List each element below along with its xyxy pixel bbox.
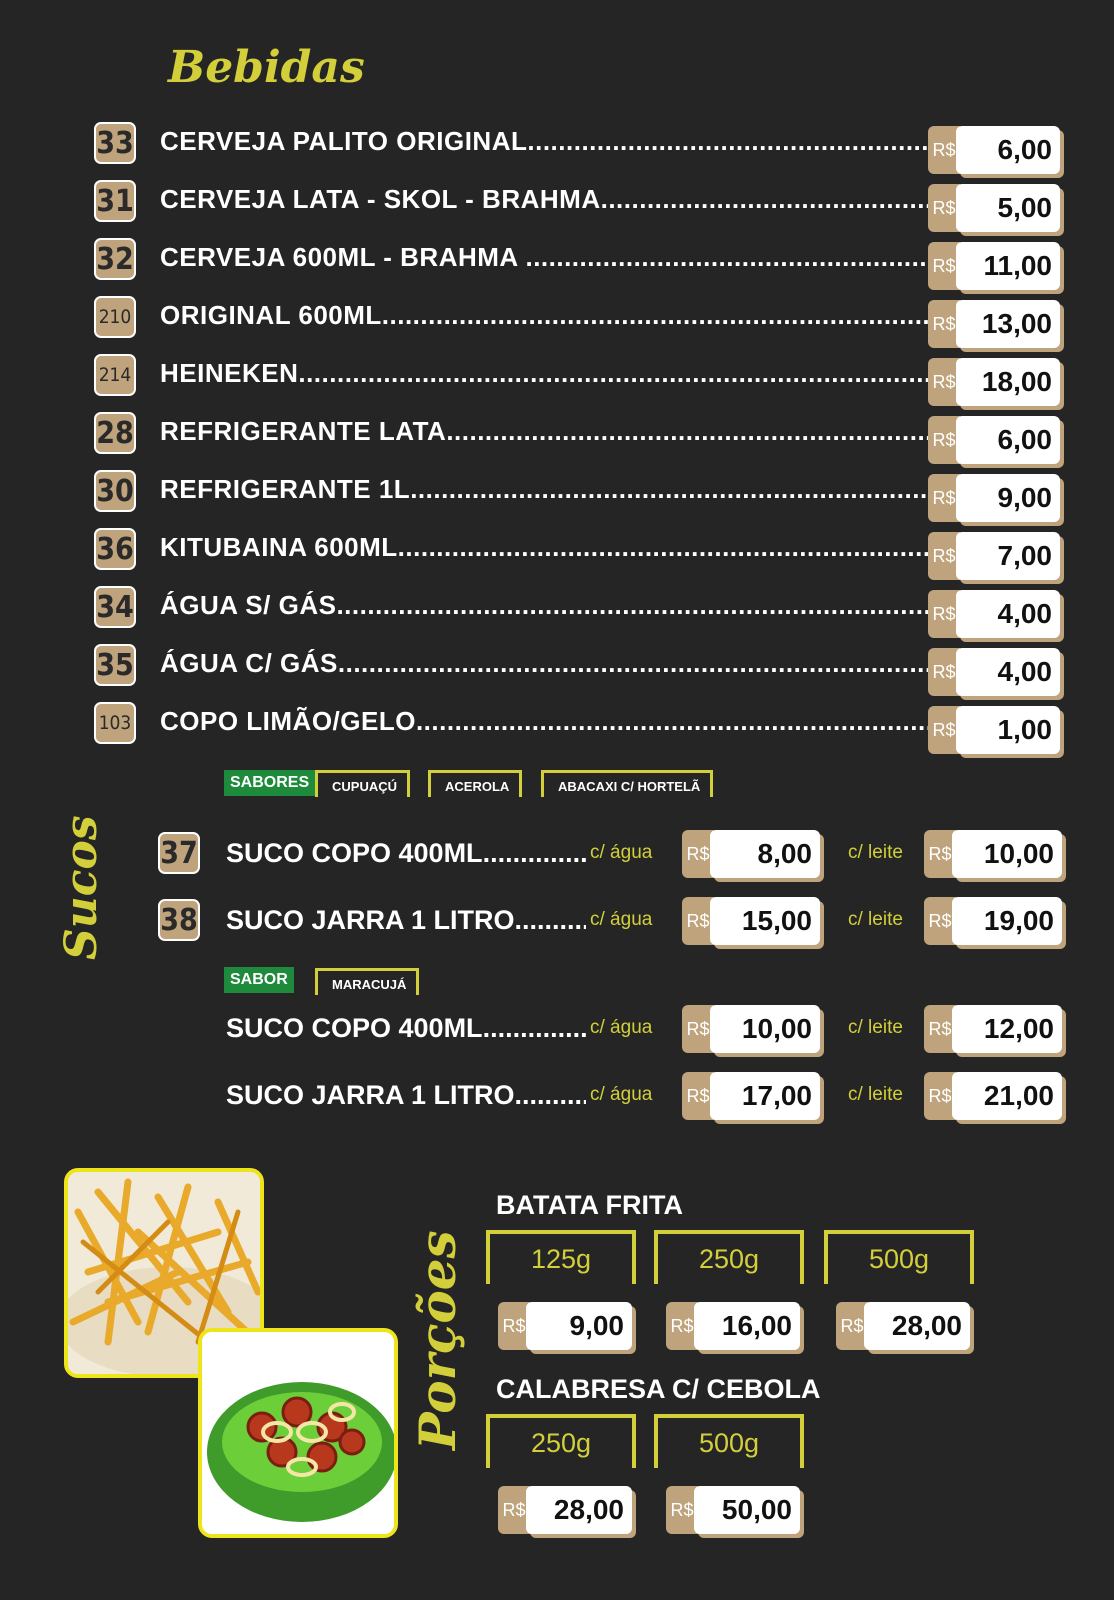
item-code: 103 xyxy=(94,702,136,744)
water-price xyxy=(682,830,820,878)
bebidas-heading: Bebidas xyxy=(168,42,365,93)
currency-label: R$ xyxy=(682,1072,714,1120)
price-value: 21,00 xyxy=(952,1072,1062,1120)
item-code: 35 xyxy=(94,644,136,686)
item-code: 33 xyxy=(94,122,136,164)
currency-label: R$ xyxy=(682,1005,714,1053)
flavor-maracuja: MARACUJÁ xyxy=(315,968,419,995)
portion-price xyxy=(666,1302,800,1350)
price-value: 6,00 xyxy=(956,416,1060,464)
item-name: KITUBAINA 600ML ..... xyxy=(160,532,1008,563)
price-value: 4,00 xyxy=(956,648,1060,696)
flavor-abacaxi: ABACAXI C/ HORTELÃ xyxy=(541,770,713,797)
item-name: HEINEKEN ..... xyxy=(160,358,1008,389)
juice-row xyxy=(158,897,1058,947)
milk-price xyxy=(924,897,1062,945)
milk-label: c/ leite xyxy=(848,1017,903,1038)
price-value: 50,00 xyxy=(694,1486,800,1534)
price-value: 8,00 xyxy=(710,830,820,878)
item-name: CERVEJA 600ML - BRAHMA ..... xyxy=(160,242,1008,273)
item-name: ORIGINAL 600ML ..... xyxy=(160,300,1008,331)
portion-price xyxy=(836,1302,970,1350)
item-price xyxy=(928,648,1060,696)
price-value: 9,00 xyxy=(526,1302,632,1350)
portion-price xyxy=(666,1486,800,1534)
price-value: 10,00 xyxy=(710,1005,820,1053)
price-value: 9,00 xyxy=(956,474,1060,522)
menu-item-row xyxy=(94,178,1064,224)
currency-label: R$ xyxy=(928,184,960,232)
menu-item-row xyxy=(94,294,1064,340)
item-code: 34 xyxy=(94,586,136,628)
water-price xyxy=(682,1005,820,1053)
milk-price xyxy=(924,1005,1062,1053)
juice-name: SUCO JARRA 1 LITRO ..... xyxy=(226,905,586,936)
currency-label: R$ xyxy=(924,897,956,945)
milk-label: c/ leite xyxy=(848,909,903,930)
item-code: 32 xyxy=(94,238,136,280)
price-value: 15,00 xyxy=(710,897,820,945)
item-name: COPO LIMÃO/GELO ..... xyxy=(160,706,1008,737)
price-value: 12,00 xyxy=(952,1005,1062,1053)
sucos-heading: Sucos xyxy=(56,815,107,960)
price-value: 16,00 xyxy=(694,1302,800,1350)
water-label: c/ água xyxy=(590,1017,653,1038)
currency-label: R$ xyxy=(928,242,960,290)
currency-label: R$ xyxy=(924,1005,956,1053)
item-price xyxy=(928,590,1060,638)
item-name: ÁGUA C/ GÁS ..... xyxy=(160,648,1008,679)
price-value: 6,00 xyxy=(956,126,1060,174)
currency-label: R$ xyxy=(498,1302,530,1350)
weight-label: 500g xyxy=(654,1414,804,1468)
milk-price xyxy=(924,1072,1062,1120)
item-code: 31 xyxy=(94,180,136,222)
weight-label: 250g xyxy=(486,1414,636,1468)
price-value: 1,00 xyxy=(956,706,1060,754)
item-price xyxy=(928,416,1060,464)
menu-item-row xyxy=(94,584,1064,630)
milk-price xyxy=(924,830,1062,878)
currency-label: R$ xyxy=(928,590,960,638)
menu-item-row xyxy=(94,120,1064,166)
price-value: 19,00 xyxy=(952,897,1062,945)
price-value: 18,00 xyxy=(956,358,1060,406)
currency-label: R$ xyxy=(666,1486,698,1534)
sabor-tag: SABOR xyxy=(224,967,294,993)
currency-label: R$ xyxy=(928,358,960,406)
item-code: 36 xyxy=(94,528,136,570)
currency-label: R$ xyxy=(928,474,960,522)
currency-label: R$ xyxy=(928,706,960,754)
weight-label: 125g xyxy=(486,1230,636,1284)
price-value: 28,00 xyxy=(526,1486,632,1534)
price-value: 4,00 xyxy=(956,590,1060,638)
water-price xyxy=(682,897,820,945)
portion-price xyxy=(498,1302,632,1350)
juice-row xyxy=(158,1072,1058,1122)
price-value: 7,00 xyxy=(956,532,1060,580)
menu-item-row xyxy=(94,468,1064,514)
item-name: REFRIGERANTE 1L ..... xyxy=(160,474,1008,505)
item-price xyxy=(928,242,1060,290)
price-value: 5,00 xyxy=(956,184,1060,232)
item-price xyxy=(928,474,1060,522)
calabresa-title: CALABRESA C/ CEBOLA xyxy=(496,1374,821,1404)
menu-item-row xyxy=(94,236,1064,282)
sabores-tag: SABORES xyxy=(224,770,315,796)
juice-row xyxy=(158,1005,1058,1055)
batata-frita-title: BATATA FRITA xyxy=(496,1190,683,1220)
menu-item-row xyxy=(94,410,1064,456)
currency-label: R$ xyxy=(498,1486,530,1534)
currency-label: R$ xyxy=(682,897,714,945)
portion-price xyxy=(498,1486,632,1534)
item-price xyxy=(928,300,1060,348)
flavor-cupuacu: CUPUAÇÚ xyxy=(315,770,410,797)
weight-label: 250g xyxy=(654,1230,804,1284)
price-value: 13,00 xyxy=(956,300,1060,348)
currency-label: R$ xyxy=(924,830,956,878)
water-label: c/ água xyxy=(590,842,653,863)
item-name: ÁGUA S/ GÁS ..... xyxy=(160,590,1008,621)
menu-item-row xyxy=(94,700,1064,746)
milk-label: c/ leite xyxy=(848,842,903,863)
porcoes-heading: Porções xyxy=(408,1230,467,1450)
currency-label: R$ xyxy=(924,1072,956,1120)
water-label: c/ água xyxy=(590,909,653,930)
item-price xyxy=(928,184,1060,232)
item-price xyxy=(928,126,1060,174)
flavor-acerola: ACEROLA xyxy=(428,770,522,797)
currency-label: R$ xyxy=(928,416,960,464)
juice-name: SUCO JARRA 1 LITRO ..... xyxy=(226,1080,586,1111)
currency-label: R$ xyxy=(836,1302,868,1350)
item-code: 214 xyxy=(94,354,136,396)
juice-code: 37 xyxy=(158,832,200,874)
menu-item-row xyxy=(94,642,1064,688)
item-name: CERVEJA PALITO ORIGINAL ..... xyxy=(160,126,1008,157)
juice-name: SUCO COPO 400ML ..... xyxy=(226,838,586,869)
currency-label: R$ xyxy=(928,532,960,580)
juice-row xyxy=(158,830,1058,880)
currency-label: R$ xyxy=(928,126,960,174)
price-value: 10,00 xyxy=(952,830,1062,878)
juice-name: SUCO COPO 400ML ..... xyxy=(226,1013,586,1044)
calabresa-photo xyxy=(198,1328,398,1538)
item-name: REFRIGERANTE LATA ..... xyxy=(160,416,1008,447)
item-name: CERVEJA LATA - SKOL - BRAHMA ..... xyxy=(160,184,1008,215)
price-value: 28,00 xyxy=(864,1302,970,1350)
water-label: c/ água xyxy=(590,1084,653,1105)
currency-label: R$ xyxy=(682,830,714,878)
water-price xyxy=(682,1072,820,1120)
item-code: 210 xyxy=(94,296,136,338)
milk-label: c/ leite xyxy=(848,1084,903,1105)
menu-item-row xyxy=(94,526,1064,572)
item-price xyxy=(928,358,1060,406)
calabresa-image xyxy=(202,1332,398,1538)
currency-label: R$ xyxy=(928,648,960,696)
price-value: 17,00 xyxy=(710,1072,820,1120)
item-price xyxy=(928,532,1060,580)
item-code: 28 xyxy=(94,412,136,454)
item-price xyxy=(928,706,1060,754)
weight-label: 500g xyxy=(824,1230,974,1284)
price-value: 11,00 xyxy=(956,242,1060,290)
currency-label: R$ xyxy=(928,300,960,348)
item-code: 30 xyxy=(94,470,136,512)
currency-label: R$ xyxy=(666,1302,698,1350)
juice-code: 38 xyxy=(158,899,200,941)
menu-item-row xyxy=(94,352,1064,398)
